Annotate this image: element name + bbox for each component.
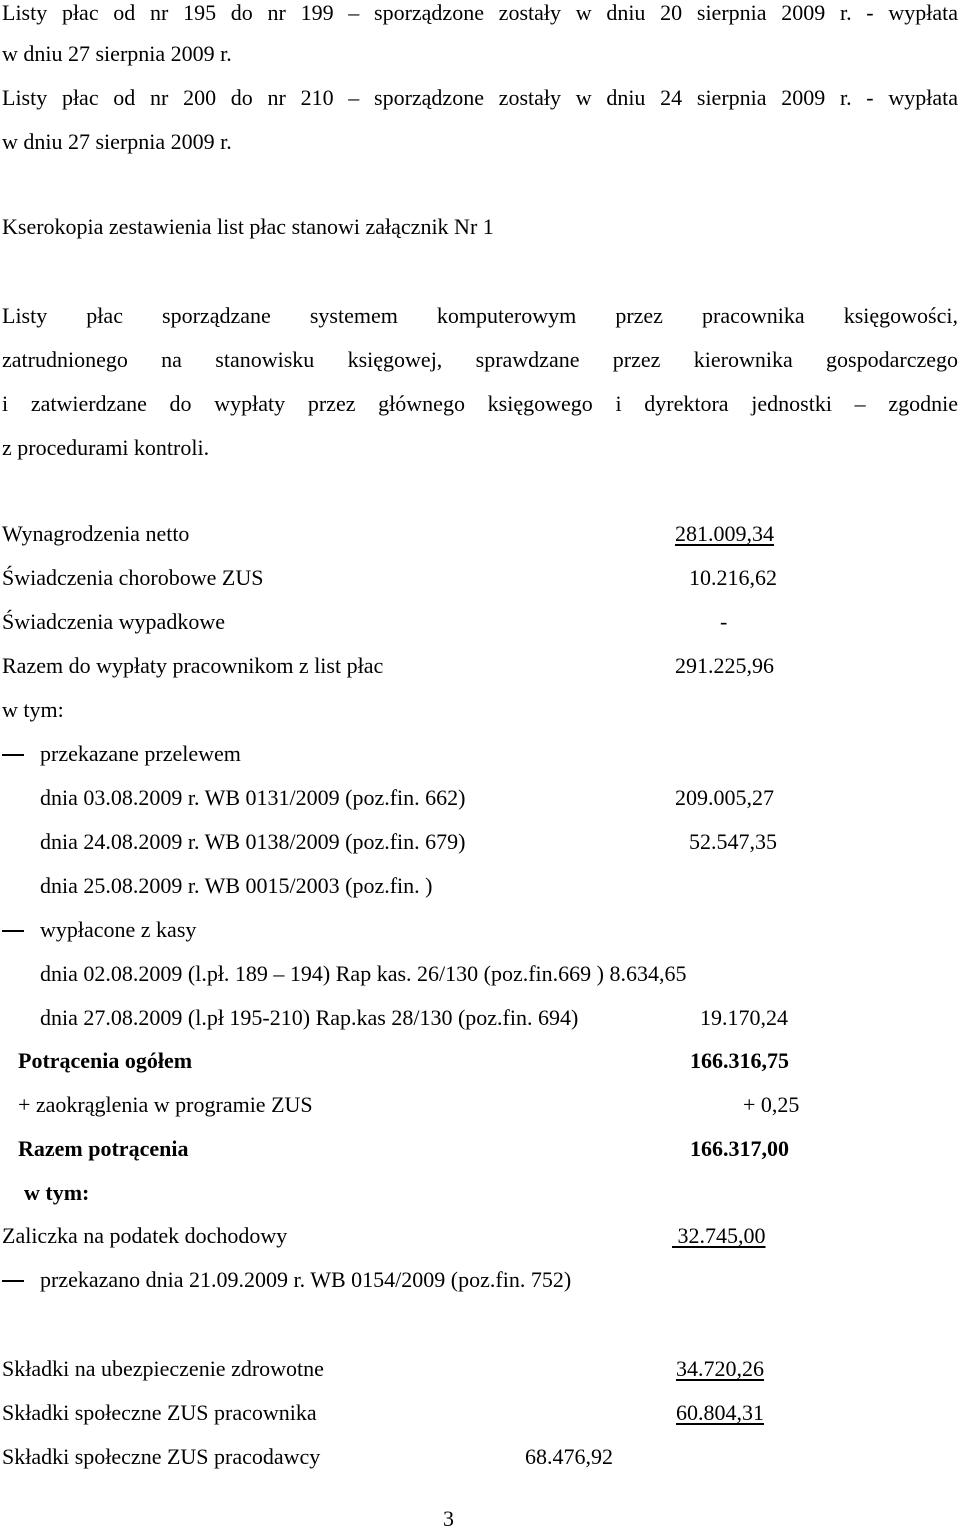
chorobowe-value: 10.216,62 [689, 565, 777, 590]
chorobowe-label: Świadczenia chorobowe ZUS [2, 565, 264, 590]
razem-value: 291.225,96 [675, 653, 774, 678]
wynagrodzenia-value: 281.009,34 [675, 521, 774, 546]
wypadkowe-label: Świadczenia wypadkowe [2, 609, 225, 634]
page-number: 3 [443, 1506, 454, 1531]
kasa-label: wypłacone z kasy [40, 917, 197, 942]
dash-bullet [2, 754, 24, 756]
przelew-3-label: dnia 25.08.2009 r. WB 0015/2003 (poz.fin. ) [40, 873, 433, 898]
spoleczne-pracownika-label: Składki społeczne ZUS pracownika [2, 1400, 317, 1425]
w-tym-bold-label: w tym: [24, 1180, 90, 1205]
razem-label: Razem do wypłaty pracownikom z list płac [2, 653, 384, 678]
zaliczka-value: 32.745,00 [677, 1223, 766, 1248]
potracenia-value: 166.316,75 [690, 1048, 789, 1073]
paragraph-line-3: i zatwierdzane do wypłaty przez głównego księgowego i dyrektora jednostki – zgodnie [2, 391, 958, 416]
spoleczne-pracodawcy-value: 68.476,92 [525, 1444, 613, 1469]
paragraph-line-4: z procedurami kontroli. [2, 435, 210, 460]
dash-bullet [2, 930, 24, 932]
spoleczne-pracownika-value: 60.804,31 [676, 1400, 764, 1425]
zdrowotne-value: 34.720,26 [676, 1356, 764, 1381]
kasa-2-value: 19.170,24 [700, 1005, 788, 1030]
wypadkowe-value: - [720, 609, 728, 634]
w-tym-label: w tym: [2, 697, 64, 722]
zaokraglenia-label: + zaokrąglenia w programie ZUS [18, 1092, 313, 1117]
paragraph-line-1: Listy płac sporządzane systemem komputerowym przez pracownika księgowości, [2, 303, 958, 328]
przelew-1-label: dnia 03.08.2009 r. WB 0131/2009 (poz.fin. 662) [40, 785, 466, 810]
intro-line-2: w dniu 27 sierpnia 2009 r. [2, 41, 232, 66]
spoleczne-pracodawcy-label: Składki społeczne ZUS pracodawcy [2, 1444, 321, 1469]
intro-line-3: Listy płac od nr 200 do nr 210 – sporządzone zostały w dniu 24 sierpnia 2009 r. - wypłata [2, 85, 958, 110]
attachment-note: Kserokopia zestawienia list płac stanowi załącznik Nr 1 [2, 214, 494, 239]
intro-line-1: Listy płac od nr 195 do nr 199 – sporządzone zostały w dniu 20 sierpnia 2009 r. - wypłata [2, 0, 958, 25]
razem-potracenia-label: Razem potrącenia [18, 1136, 189, 1161]
przelew-2-value: 52.547,35 [689, 829, 777, 854]
wynagrodzenia-label: Wynagrodzenia netto [2, 521, 190, 546]
zaliczka-label: Zaliczka na podatek dochodowy [2, 1223, 288, 1248]
przelew-2-label: dnia 24.08.2009 r. WB 0138/2009 (poz.fin. 679) [40, 829, 466, 854]
zdrowotne-label: Składki na ubezpieczenie zdrowotne [2, 1356, 324, 1381]
zaokraglenia-value: + 0,25 [743, 1092, 800, 1117]
przelew-label: przekazane przelewem [40, 741, 241, 766]
razem-potracenia-value: 166.317,00 [690, 1136, 789, 1161]
intro-line-4: w dniu 27 sierpnia 2009 r. [2, 129, 232, 154]
potracenia-label: Potrącenia ogółem [18, 1048, 193, 1073]
dash-bullet [2, 1280, 24, 1282]
kasa-2-label: dnia 27.08.2009 (l.pł 195-210) Rap.kas 28/130 (poz.fin. 694) [40, 1005, 579, 1030]
paragraph-line-2: zatrudnionego na stanowisku księgowej, sprawdzane przez kierownika gospodarczego [2, 347, 958, 372]
przekazano-label: przekazano dnia 21.09.2009 r. WB 0154/2009 (poz.fin. 752) [40, 1267, 572, 1292]
kasa-1-label: dnia 02.08.2009 (l.pł. 189 – 194) Rap kas. 26/130 (poz.fin.669 ) 8.634,65 [40, 961, 687, 986]
przelew-1-value: 209.005,27 [675, 785, 774, 810]
